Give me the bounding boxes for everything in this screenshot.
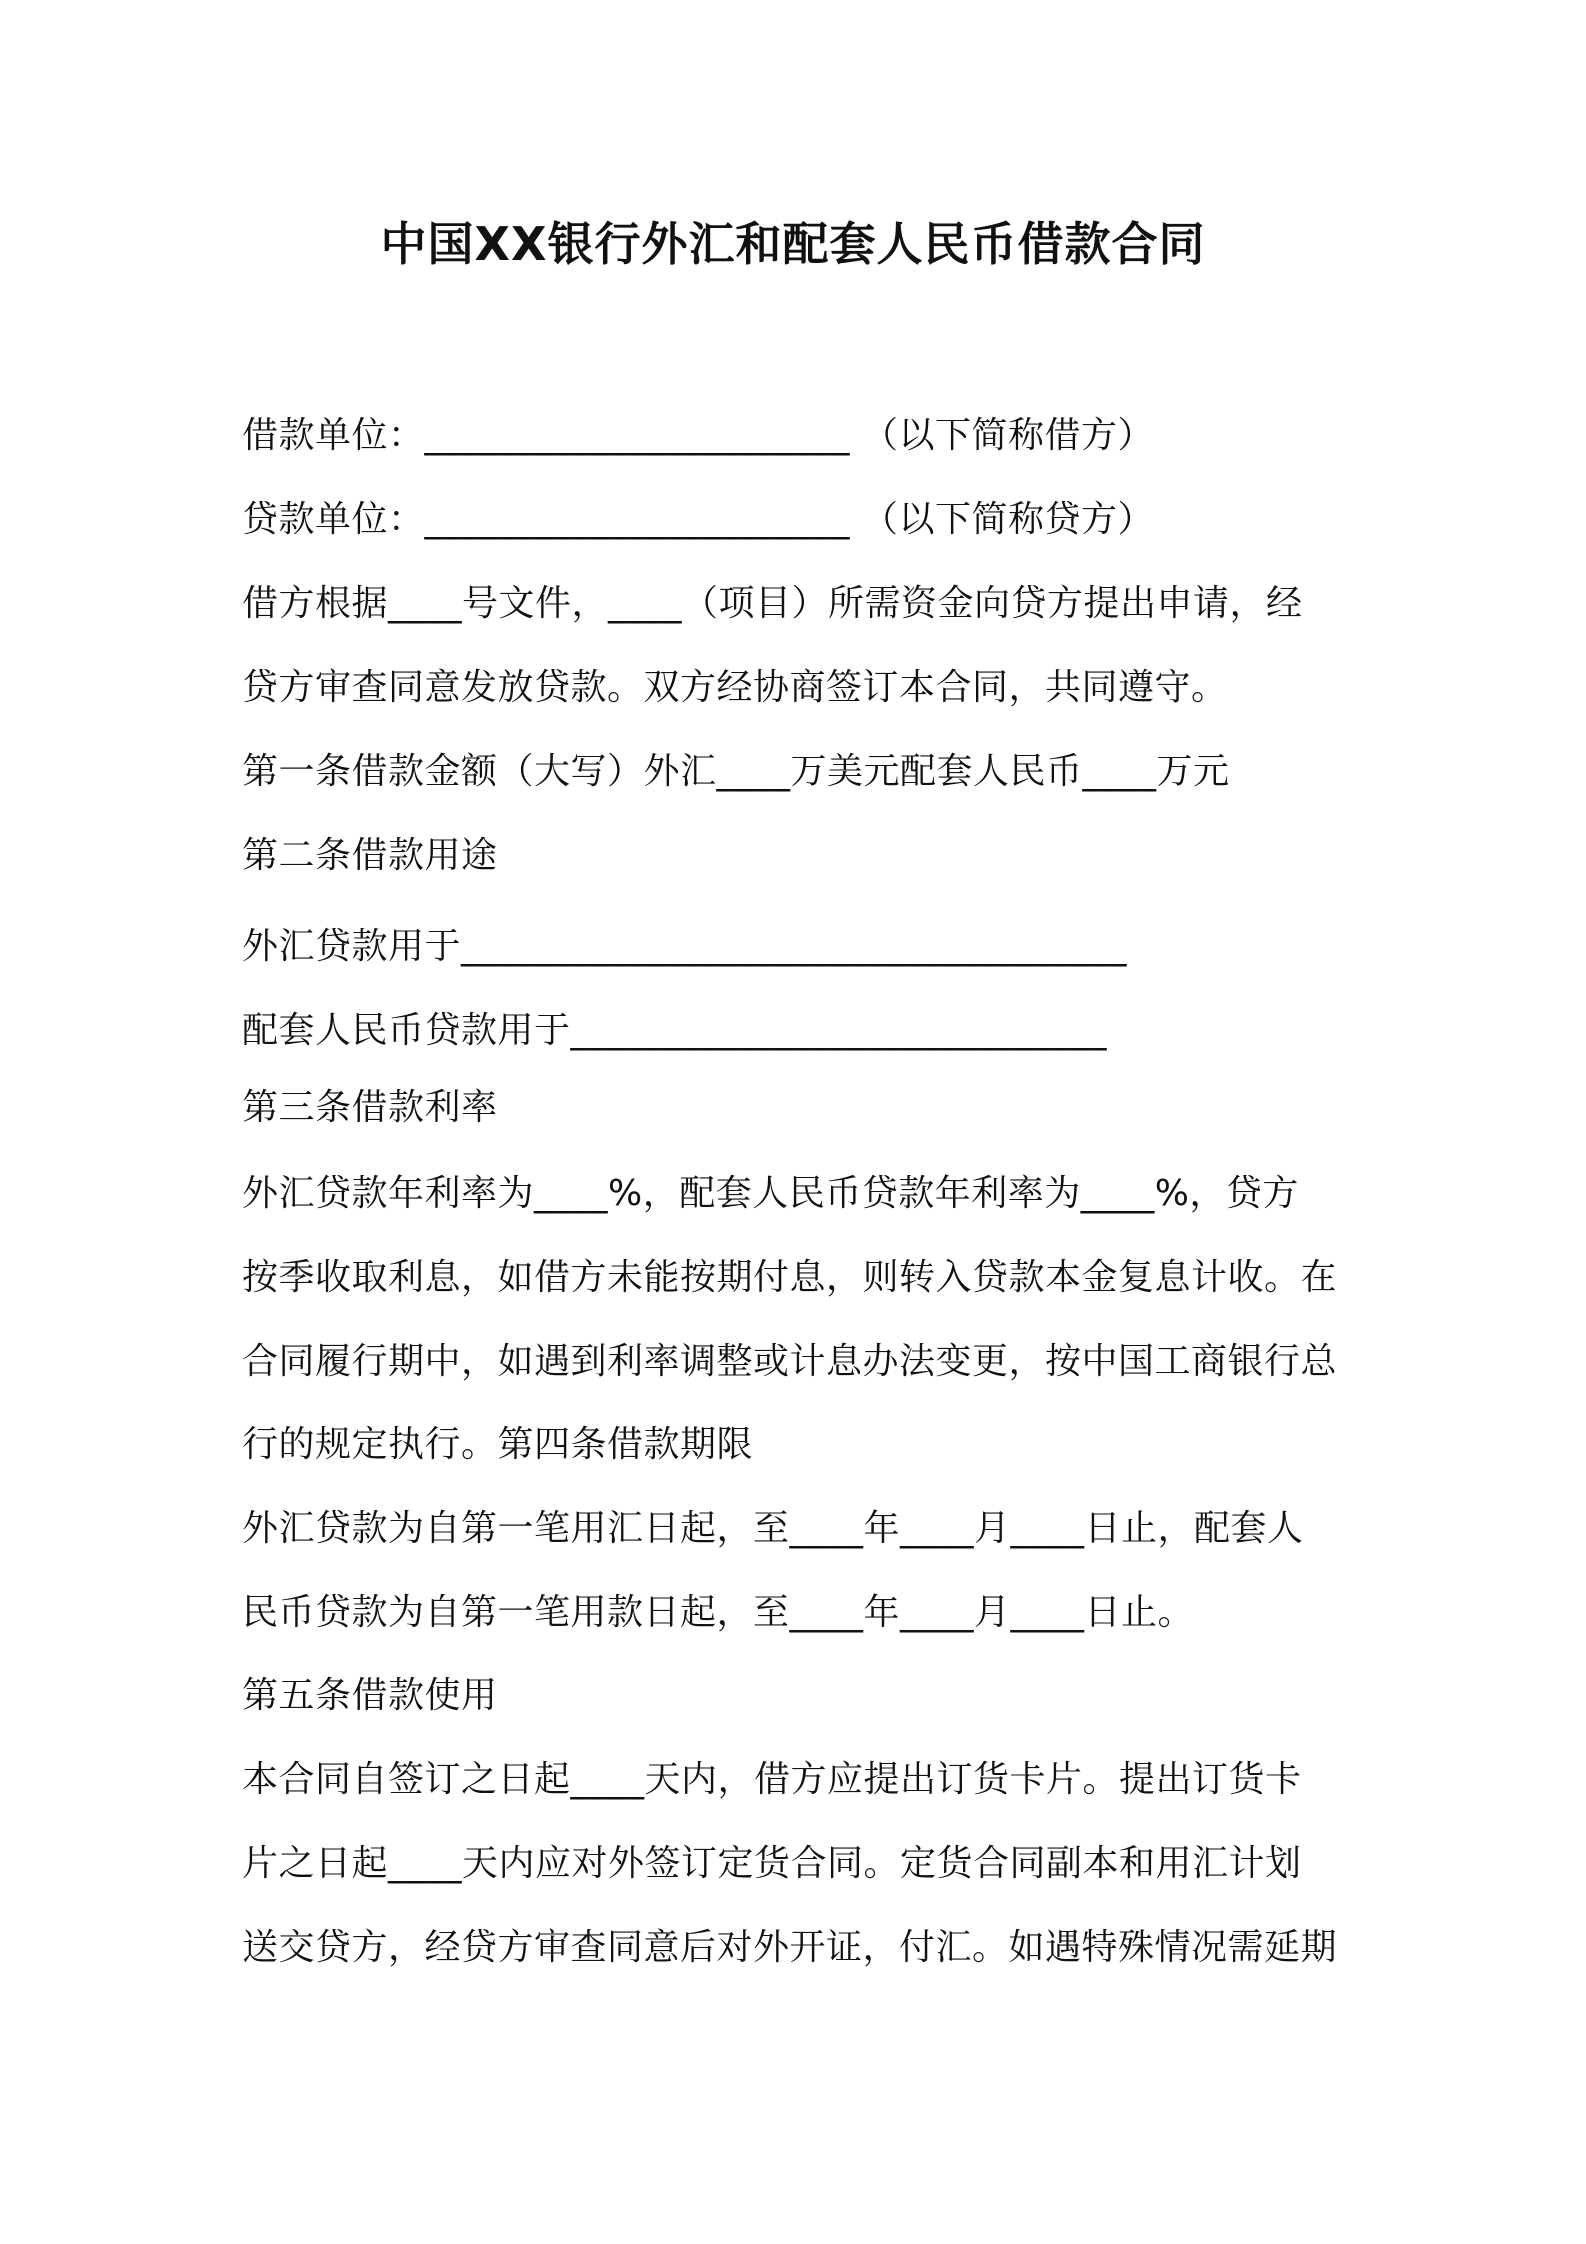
- borrower-line: 借款单位：_______________________ （以下简称借方）: [242, 415, 1154, 456]
- paragraph-line: 外汇贷款年利率为____%，配套人民币贷款年利率为____%，贷方: [242, 1173, 1299, 1214]
- paragraph-line: 行的规定执行。第四条借款期限: [242, 1424, 754, 1465]
- paragraph-line: 民币贷款为自第一笔用款日起，至____年____月____日止。: [242, 1592, 1195, 1633]
- paragraph-line: 外汇贷款用于____________________________________: [242, 926, 1128, 967]
- lender-line: 贷款单位：_______________________ （以下简称贷方）: [242, 499, 1154, 540]
- paragraph-line: 按季收取利息，如借方未能按期付息，则转入贷款本金复息计收。在: [242, 1257, 1338, 1298]
- article-3-heading: 第三条借款利率: [242, 1087, 498, 1128]
- paragraph-line: 配套人民币贷款用于_____________________________: [242, 1010, 1108, 1051]
- document-title: 中国XX银行外汇和配套人民币借款合同: [380, 217, 1206, 271]
- article-5-heading: 第五条借款使用: [242, 1675, 498, 1716]
- paragraph-line: 借方根据____号文件，____（项目）所需资金向贷方提出申请，经: [242, 583, 1303, 624]
- paragraph-line: 本合同自签订之日起____天内，借方应提出订货卡片。提出订货卡: [242, 1759, 1302, 1800]
- article-1-line: 第一条借款金额（大写）外汇____万美元配套人民币____万元: [242, 751, 1230, 792]
- paragraph-line: 片之日起____天内应对外签订定货合同。定货合同副本和用汇计划: [242, 1843, 1302, 1884]
- paragraph-line: 合同履行期中，如遇到利率调整或计息办法变更，按中国工商银行总: [242, 1341, 1338, 1382]
- paragraph-line: 贷方审查同意发放贷款。双方经协商签订本合同，共同遵守。: [242, 667, 1228, 708]
- paragraph-line: 外汇贷款为自第一笔用汇日起，至____年____月____日止，配套人: [242, 1508, 1304, 1549]
- article-2-heading: 第二条借款用途: [242, 835, 498, 876]
- paragraph-line: 送交贷方，经贷方审查同意后对外开证，付汇。如遇特殊情况需延期: [242, 1927, 1338, 1968]
